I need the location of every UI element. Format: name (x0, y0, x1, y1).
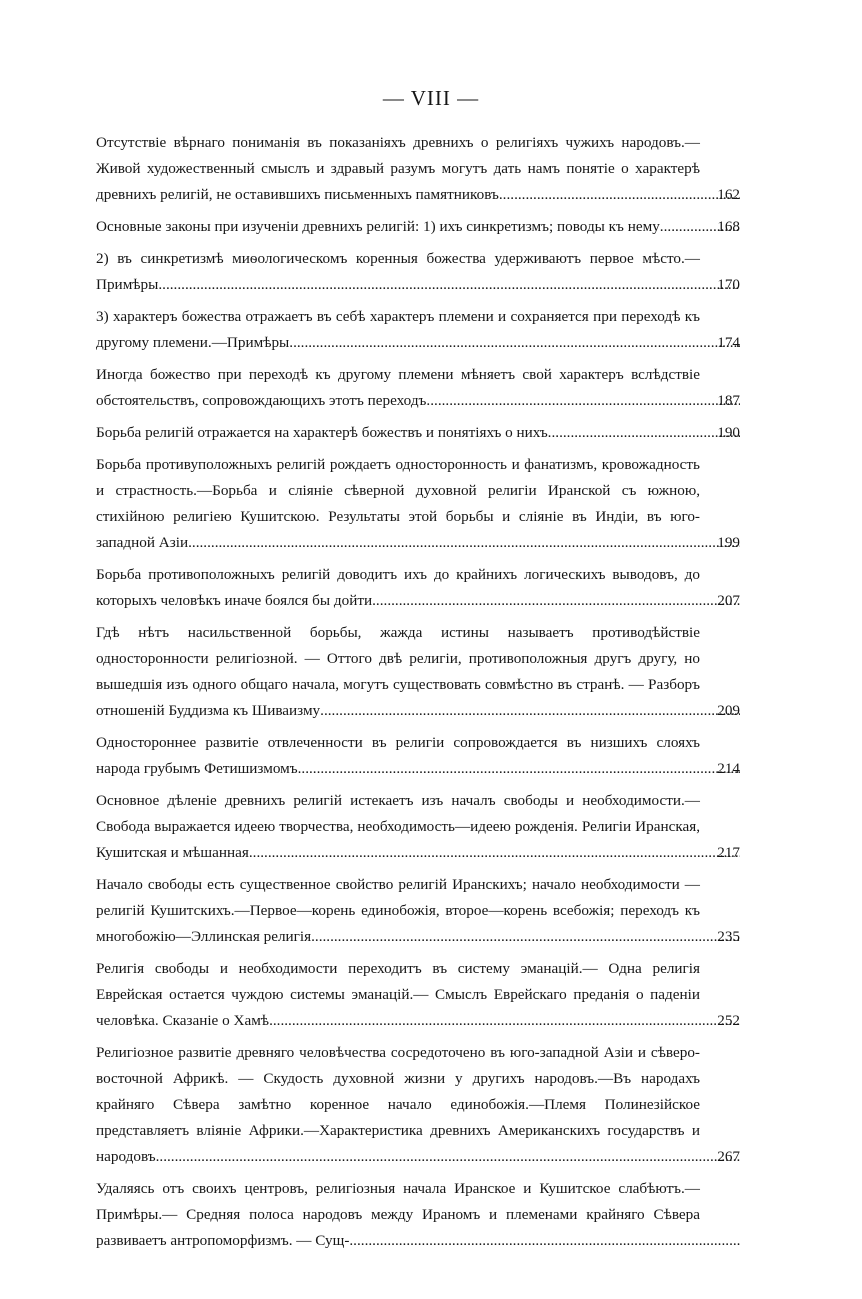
page-number: — VIII — (382, 86, 480, 110)
toc-entry-text: Начало свободы есть существенное свойство религій Иранскихъ; начало необходимости — религій Кушитскихъ.—Первое—корень единобожія, второе—корень всебожія; переходъ къ многобожію—Эллинская религія ..... (96, 872, 740, 950)
toc-entry (96, 420, 740, 446)
toc-entry-page: 190 (717, 424, 740, 441)
toc-entry-text: Иногда божество при переходѣ къ другому племени мѣняетъ свой характеръ вслѣдствіе обстоятельствъ, сопровождающихъ этотъ переходъ ..... (96, 362, 740, 414)
toc-entry-page: 207 (717, 592, 740, 609)
toc-entry-text: Одностороннее развитіе отвлеченности въ религіи сопровождается въ низшихъ слояхъ народа грубымъ Фетишизмомъ ..... (96, 730, 740, 782)
toc-entry-text: 2) въ синкретизмѣ миѳологическомъ коренныя божества удерживаютъ первое мѣсто.—Примѣры ..... (96, 246, 740, 298)
toc-entry-page: 170 (717, 276, 740, 293)
toc-entry-text: Борьба противуположныхъ религій рождаетъ односторонность и фанатизмъ, кровожадность и страстность.—Борьба и сліяніе сѣверной духовной религіи Иранской съ южною, стихійною религіею Кушитскою. Результаты этой борьбы и сліяніе въ Индіи, въ юго-западной Азіи ..... (96, 452, 740, 556)
toc-entry-page: 217 (717, 844, 740, 861)
toc-entry (96, 130, 740, 208)
toc-entry-text: Отсутствіе вѣрнаго пониманія въ показаніяхъ древнихъ о религіяхъ чужихъ народовъ.—Живой художественный смыслъ и здравый разумъ могутъ дать намъ понятіе о характерѣ древнихъ религій, не оставившихъ письменныхъ памятниковъ ..... (96, 130, 740, 208)
toc-entry (96, 362, 740, 414)
toc-entry-page: 252 (717, 1012, 740, 1029)
toc-entry-page: 267 (717, 1148, 740, 1165)
toc-entry (96, 246, 740, 298)
toc-entry (96, 214, 740, 240)
toc-entry (96, 956, 740, 1034)
toc-entry (96, 562, 740, 614)
toc-entry-page: 168 (717, 218, 740, 235)
toc-entry-text: Основное дѣленіе древнихъ религій истекаетъ изъ началъ свободы и необходимости.—Свобода выражается идеею творчества, необходимость—идеею рожденія. Религіи Иранская, Кушитская и мѣшанная ..... (96, 788, 740, 866)
toc-entry-text: Религіозное развитіе древняго человѣчества сосредоточено въ юго-западной Азіи и сѣверо-восточной Африкѣ. — Скудость духовной жизни у другихъ народовъ.—Въ народахъ крайняго Сѣвера замѣтно коренное начало единобожія.—Племя Полинезійское представляетъ вліяніе Африки.—Характеристика древнихъ Американскихъ государствъ и народовъ. ..... (96, 1040, 740, 1170)
toc-entry (96, 788, 740, 866)
toc-entry-page: 174 (717, 334, 740, 351)
table-of-contents (96, 130, 740, 1260)
toc-entry-text: Основные законы при изученіи древнихъ религій: 1) ихъ синкретизмъ; поводы къ нему ..... (96, 214, 740, 240)
toc-entry-text: Борьба противоположныхъ религій доводитъ ихъ до крайнихъ логическихъ выводовъ, до которыхъ человѣкъ иначе боялся бы дойти ..... (96, 562, 740, 614)
toc-entry-page: 187 (717, 392, 740, 409)
toc-entry (96, 872, 740, 950)
toc-entry-text: Борьба религій отражается на характерѣ божествъ и понятіяхъ о нихъ. ..... (96, 420, 740, 446)
toc-entry (96, 1176, 740, 1254)
toc-entry (96, 730, 740, 782)
toc-entry-text: Религія свободы и необходимости переходитъ въ систему эманацій.— Одна религія Еврейская остается чуждою системы эманацій.— Смыслъ Еврейскаго преданія о паденіи человѣка. Сказаніе о Хамѣ ..... (96, 956, 740, 1034)
toc-entry-page: 235 (717, 928, 740, 945)
toc-entry (96, 452, 740, 556)
toc-entry-page: 209 (717, 702, 740, 719)
toc-entry (96, 1040, 740, 1170)
toc-entry-page: 162 (717, 186, 740, 203)
toc-entry-text: 3) характеръ божества отражаетъ въ себѣ характеръ племени и сохраняется при переходѣ къ другому племени.—Примѣры ..... (96, 304, 740, 356)
toc-entry (96, 620, 740, 724)
toc-entry-text: Гдѣ нѣтъ насильственной борьбы, жажда истины называетъ противодѣйствіе односторонности религіозной. — Оттого двѣ религіи, противоположныя другъ другу, но вышедшія изъ одного общаго начала, могутъ существовать совмѣстно въ странѣ. — Разборъ отношеній Буддизма къ Шиваизму ..... (96, 620, 740, 724)
toc-entry-page: 199 (717, 534, 740, 551)
toc-entry-text: Удаляясь отъ своихъ центровъ, религіозныя начала Иранское и Кушитское слабѣютъ.—Примѣры.— Средняя полоса народовъ между Ираномъ и племенами крайняго Сѣвера развиваетъ антропоморфизмъ. — Сущ- ..... (96, 1176, 740, 1254)
toc-entry (96, 304, 740, 356)
toc-entry-page: 214 (717, 760, 740, 777)
